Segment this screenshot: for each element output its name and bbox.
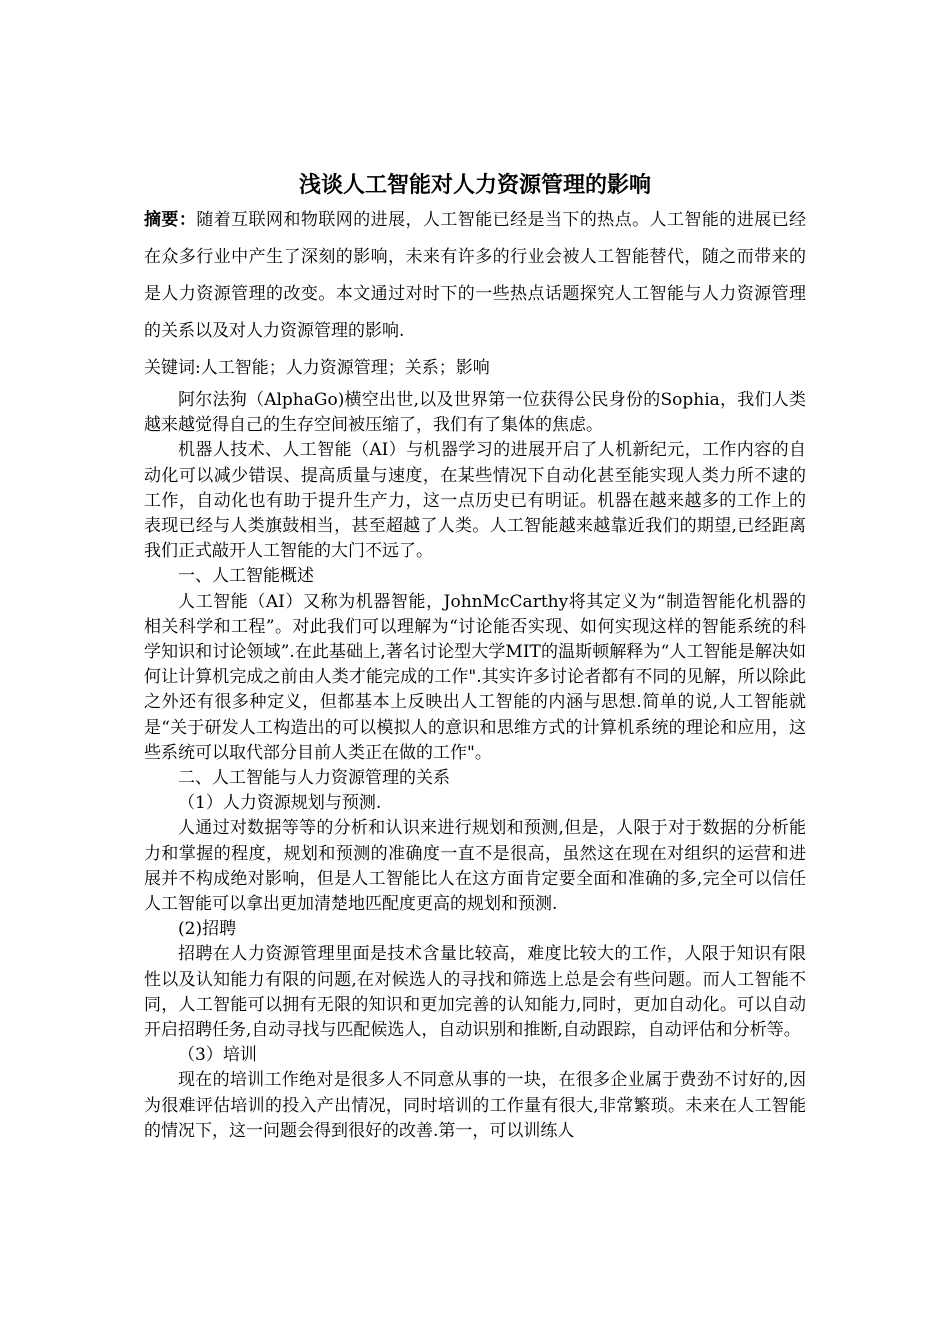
subsection-heading: (2)招聘 (178, 919, 237, 940)
section-heading: 一、人工智能概述 (178, 566, 314, 587)
body-paragraph: 阿尔法狗（AlphaGo)横空出世,以及世界第一位获得公民身份的Sophia，我们人类越来越觉得自己的生存空间被压缩了，我们有了集体的焦虑。 (144, 390, 806, 436)
body-paragraph: 机器人技术、人工智能（AI）与机器学习的进展开启了人机新纪元，工作内容的自动化可以减少错误、提高质量与速度，在某些情况下自动化甚至能实现人类力所不逮的工作，自动化也有助于提升生产力，这一点历史已有明证。机器在越来越多的工作上的表现已经与人类旗鼓相当，甚至超越了人类。人工智能越来越靠近我们的期望,已经距离我们正式敲开人工智能的大门不远了。 (144, 440, 806, 562)
body-paragraph: 招聘在人力资源管理里面是技术含量比较高，难度比较大的工作，人限于知识有限性以及认知能力有限的问题,在对候选人的寻找和筛选上总是会有些问题。而人工智能不同，人工智能可以拥有无限的知识和更加完善的认知能力,同时，更加自动化。可以自动开启招聘任务,自动寻找与匹配候选人，自动识别和推断,自动跟踪，自动评估和分析等。 (144, 944, 806, 1041)
abstract (144, 202, 806, 350)
abstract-text: 随着互联网和物联网的进展，人工智能已经是当下的热点。人工智能的进展已经在众多行业中产生了深刻的影响，未来有许多的行业会被人工智能替代，随之而带来的是人力资源管理的改变。本文通过对时下的一些热点话题探究人工智能与人力资源管理的关系以及对人力资源管理的影响. (144, 210, 807, 341)
section-heading: 二、人工智能与人力资源管理的关系 (178, 768, 450, 789)
keywords: 关键词:人工智能；人力资源管理；关系；影响 (144, 358, 490, 378)
body-paragraph: 人通过对数据等等的分析和认识来进行规划和预测,但是，人限于对于数据的分析能力和掌握的程度，规划和预测的准确度一直不是很高，虽然这在现在对组织的运营和进展并不构成绝对影响，但是人工智能比人在这方面肯定要全面和准确的多,完全可以信任人工智能可以拿出更加清楚地匹配度更高的规划和预测. (144, 818, 806, 915)
subsection-heading: （1）人力资源规划与预测. (178, 793, 382, 814)
document-page (144, 170, 806, 1144)
body-paragraph: 现在的培训工作绝对是很多人不同意从事的一块，在很多企业属于费劲不讨好的,因为很难评估培训的投入产出情况，同时培训的工作量有很大,非常繁琐。未来在人工智能的情况下，这一问题会得到很好的改善.第一，可以训练人 (144, 1070, 806, 1141)
body-paragraph: 人工智能（AI）又称为机器智能，JohnMcCarthy将其定义为“制造智能化机器的相关科学和工程”。对此我们可以理解为“讨论能否实现、如何实现这样的智能系统的科学知识和讨论领域”.在此基础上,著名讨论型大学MIT的温斯顿解释为“人工智能是解决如何让计算机完成之前由人类才能完成的工作".其实许多讨论者都有不同的见解，所以除此之外还有很多种定义，但都基本上反映出人工智能的内涵与思想.简单的说,人工智能就是“关于研发人工构造出的可以模拟人的意识和思维方式的计算机系统的理论和应用，这些系统可以取代部分目前人类正在做的工作"。 (144, 591, 806, 763)
abstract-label: 摘要： (144, 210, 197, 230)
subsection-heading: （3）培训 (178, 1045, 257, 1066)
document-title: 浅谈人工智能对人力资源管理的影响 (298, 173, 651, 198)
